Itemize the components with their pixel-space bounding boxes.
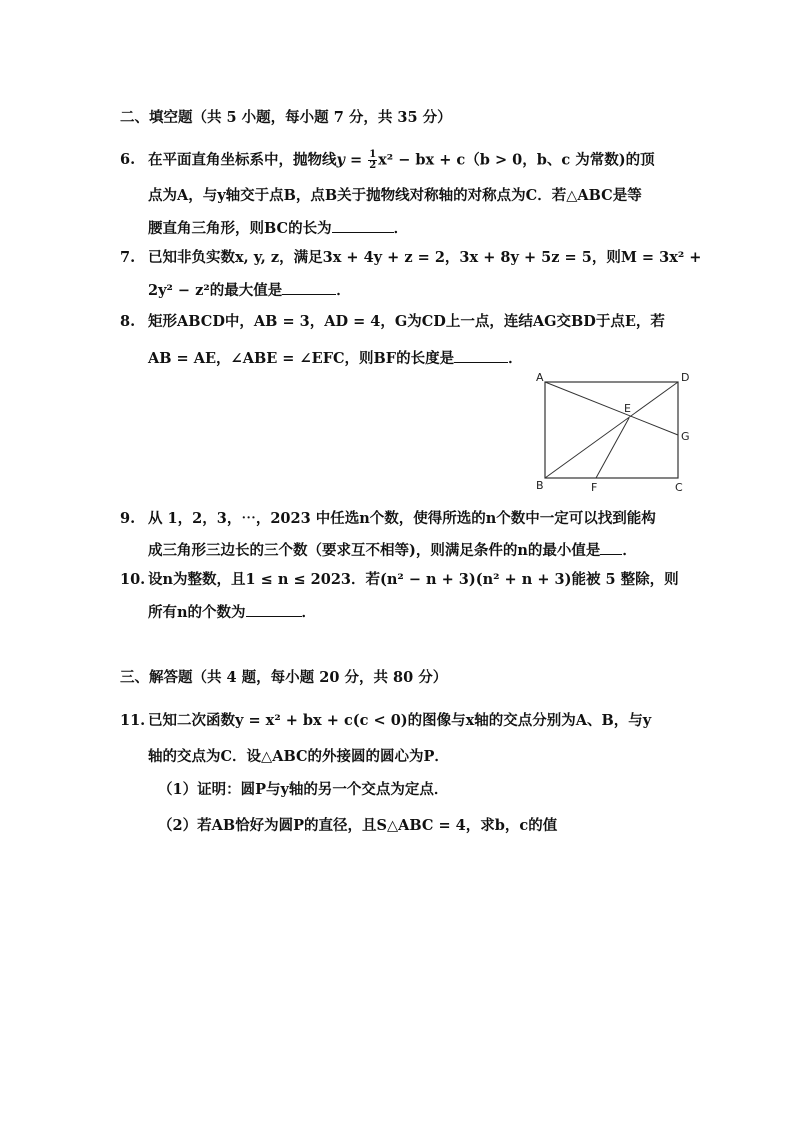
question-number: 8. [120,313,136,330]
text-part: ． [393,220,409,237]
question-number: 9. [120,510,136,527]
label-c: C [675,481,683,494]
label-e: E [624,402,631,415]
question-8-line-2 [148,348,523,369]
question-11-line-2: 轴的交点为C．设△ABC的外接圆的圆心为P． [148,748,449,765]
segment-bd [545,382,678,478]
section-heading-fill-in: 二、填空题（共 5 小题，每小题 7 分，共 35 分） [120,109,452,126]
question-text: 已知非负实数x, y, z，满足3x + 4y + z = 2，3x + 8y + 5z = 5，则M = 3x² + [148,249,702,266]
question-text: 已知二次函数y = x² + bx + c(c < 0)的图像与x轴的交点分别为A、B，与y [148,712,652,729]
question-number: 11. [120,712,146,729]
section-heading-solutions: 三、解答题（共 4 题，每小题 20 分，共 80 分） [120,669,448,686]
question-11-part-2: （2）若AB恰好为圆P的直径，且S△ABC = 4，求b，c的值 [158,817,558,834]
label-f: F [591,481,598,494]
label-b: B [536,479,544,492]
segment-ag [545,382,678,435]
answer-blank[interactable] [246,602,302,617]
question-6-line-2: 点为A，与y轴交于点B，点B关于抛物线对称轴的对称点为C．若△ABC是等 [148,187,642,204]
fraction [368,150,377,171]
answer-blank[interactable] [282,280,336,295]
text-part: 在平面直角坐标系中，抛物线 [148,151,337,169]
text-part: x² − bx + c（b > 0，b、c 为常数)的顶 [378,151,655,169]
answer-blank[interactable] [600,540,622,555]
text-part: ． [301,604,317,621]
text-part: AB = AE，∠ABE = ∠EFC，则BF的长度是 [148,350,455,367]
text-part: 成三角形三边长的三个数（要求互不相等)，则满足条件的n的最小值是 [148,542,601,559]
segment-fe [596,418,629,478]
question-text: 在平面直角坐标系中，抛物线y = $\frac{1}{2}$ x² − bx + c（b > 0，b、c 为常数)的顶 [148,149,655,171]
label-a: A [536,371,544,384]
question-9-line-2 [148,540,637,561]
question-number: 6. [120,151,136,168]
question-6-line-3 [148,218,408,239]
fraction-numerator: 1 [369,149,377,160]
question-number: 7. [120,249,136,266]
text-part: 腰直角三角形，则BC的长为 [148,220,332,237]
answer-blank[interactable] [332,218,394,233]
fraction-denominator: 2 [369,160,377,171]
text-part: 所有n的个数为 [148,604,246,621]
text-part: ． [336,282,351,299]
question-10-line-2 [148,602,316,623]
question-text: 从 1，2，3，⋯，2023 中任选n个数，使得所选的n个数中一定可以找到能构 [148,510,656,527]
label-d: D [681,371,690,384]
question-11-part-1: （1）证明：圆P与y轴的另一个交点为定点． [158,781,449,798]
label-g: G [681,430,690,443]
text-part: ． [508,350,523,367]
text-part: ． [622,542,637,559]
rectangle-figure [533,366,703,496]
answer-blank[interactable] [454,348,508,363]
question-text: 矩形ABCD中，AB = 3，AD = 4，G为CD上一点，连结AG交BD于点E，若 [148,313,665,330]
text-part: 2y² − z²的最大值是 [148,282,283,299]
question-text: 设n为整数，且1 ≤ n ≤ 2023．若(n² − n + 3)(n² + n + 3)能被 5 整除，则 [148,571,679,588]
question-number: 10. [120,571,146,588]
question-7-line-2 [148,280,351,301]
